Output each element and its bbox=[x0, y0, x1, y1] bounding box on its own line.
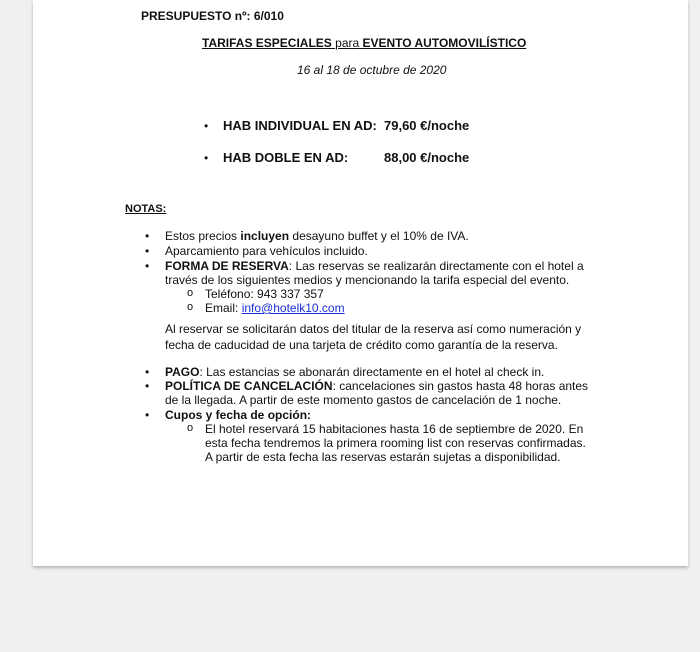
rate-bullet: • bbox=[204, 151, 209, 165]
contact-phone: Teléfono: 943 337 357 bbox=[205, 287, 324, 301]
item-text: desayuno buffet y el 10% de IVA. bbox=[289, 229, 469, 243]
email-link[interactable]: info@hotelk10.com bbox=[241, 301, 345, 315]
list-bullet: • bbox=[145, 379, 150, 393]
list-item-quota: Cupos y fecha de opción: bbox=[165, 408, 312, 422]
title-suffix: EVENTO AUTOMOVILÍSTICO bbox=[359, 36, 527, 50]
list-item-booking bbox=[165, 259, 584, 287]
quota-details bbox=[205, 422, 586, 464]
sub-bullet: o bbox=[187, 301, 194, 313]
list-item-prices bbox=[165, 229, 469, 243]
email-label: Email: bbox=[205, 301, 242, 315]
list-item-cancellation bbox=[165, 379, 588, 407]
title-prefix: TARIFAS ESPECIALES bbox=[202, 36, 336, 50]
sub-bullet: o bbox=[187, 287, 194, 299]
rate-single-label: HAB INDIVIDUAL EN AD: bbox=[223, 118, 377, 133]
item-text: : Las estancias se abonarán directamente en el hotel al check in. bbox=[199, 365, 545, 379]
list-bullet: • bbox=[145, 259, 150, 273]
rate-bullet: • bbox=[204, 119, 209, 133]
contact-email bbox=[205, 301, 345, 315]
title-para: para bbox=[335, 36, 360, 50]
reservation-text: Al reservar se solicitarán datos del titular de la reserva así como numeración y bbox=[165, 322, 582, 336]
item-bold: PAGO bbox=[165, 365, 200, 379]
item-text: de la llegada. A partir de este momento gastos de cancelación de 1 noche. bbox=[165, 393, 562, 407]
reservation-text: fecha de caducidad de una tarjeta de crédito como garantía de la reserva. bbox=[165, 338, 558, 352]
document-title bbox=[202, 36, 526, 50]
notes-heading: NOTAS: bbox=[125, 203, 167, 215]
item-bold: FORMA DE RESERVA bbox=[165, 259, 289, 273]
item-bold: incluyen bbox=[240, 229, 290, 243]
list-bullet: • bbox=[145, 408, 150, 422]
item-text: Estos precios bbox=[165, 229, 241, 243]
list-item-parking: Aparcamiento para vehículos incluido. bbox=[165, 244, 368, 258]
item-bold: POLÍTICA DE CANCELACIÓN bbox=[165, 379, 333, 393]
sub-bullet: o bbox=[187, 422, 194, 434]
budget-number: PRESUPUESTO nº: 6/010 bbox=[141, 9, 284, 23]
list-bullet: • bbox=[145, 244, 150, 258]
item-text: través de los siguientes medios y mencionando la tarifa especial del evento. bbox=[165, 273, 570, 287]
quota-text: esta fecha tendremos la primera rooming list con reservas confirmadas. bbox=[205, 436, 586, 450]
quota-text: El hotel reservará 15 habitaciones hasta 16 de septiembre de 2020. En bbox=[205, 422, 584, 436]
rate-double-price: 88,00 €/noche bbox=[384, 150, 470, 165]
reservation-note bbox=[165, 321, 581, 353]
event-dates: 16 al 18 de octubre de 2020 bbox=[297, 63, 447, 77]
list-bullet: • bbox=[145, 365, 150, 379]
document-page bbox=[33, 0, 688, 566]
item-text: : cancelaciones sin gastos hasta 48 horas antes bbox=[332, 379, 589, 393]
rate-double-label: HAB DOBLE EN AD: bbox=[223, 150, 349, 165]
list-bullet: • bbox=[145, 229, 150, 243]
list-item-payment bbox=[165, 365, 544, 379]
quota-text: A partir de esta fecha las reservas estarán sujetas a disponibilidad. bbox=[205, 450, 561, 464]
rate-single-price: 79,60 €/noche bbox=[384, 118, 470, 133]
item-text: : Las reservas se realizarán directamente con el hotel a bbox=[288, 259, 584, 273]
